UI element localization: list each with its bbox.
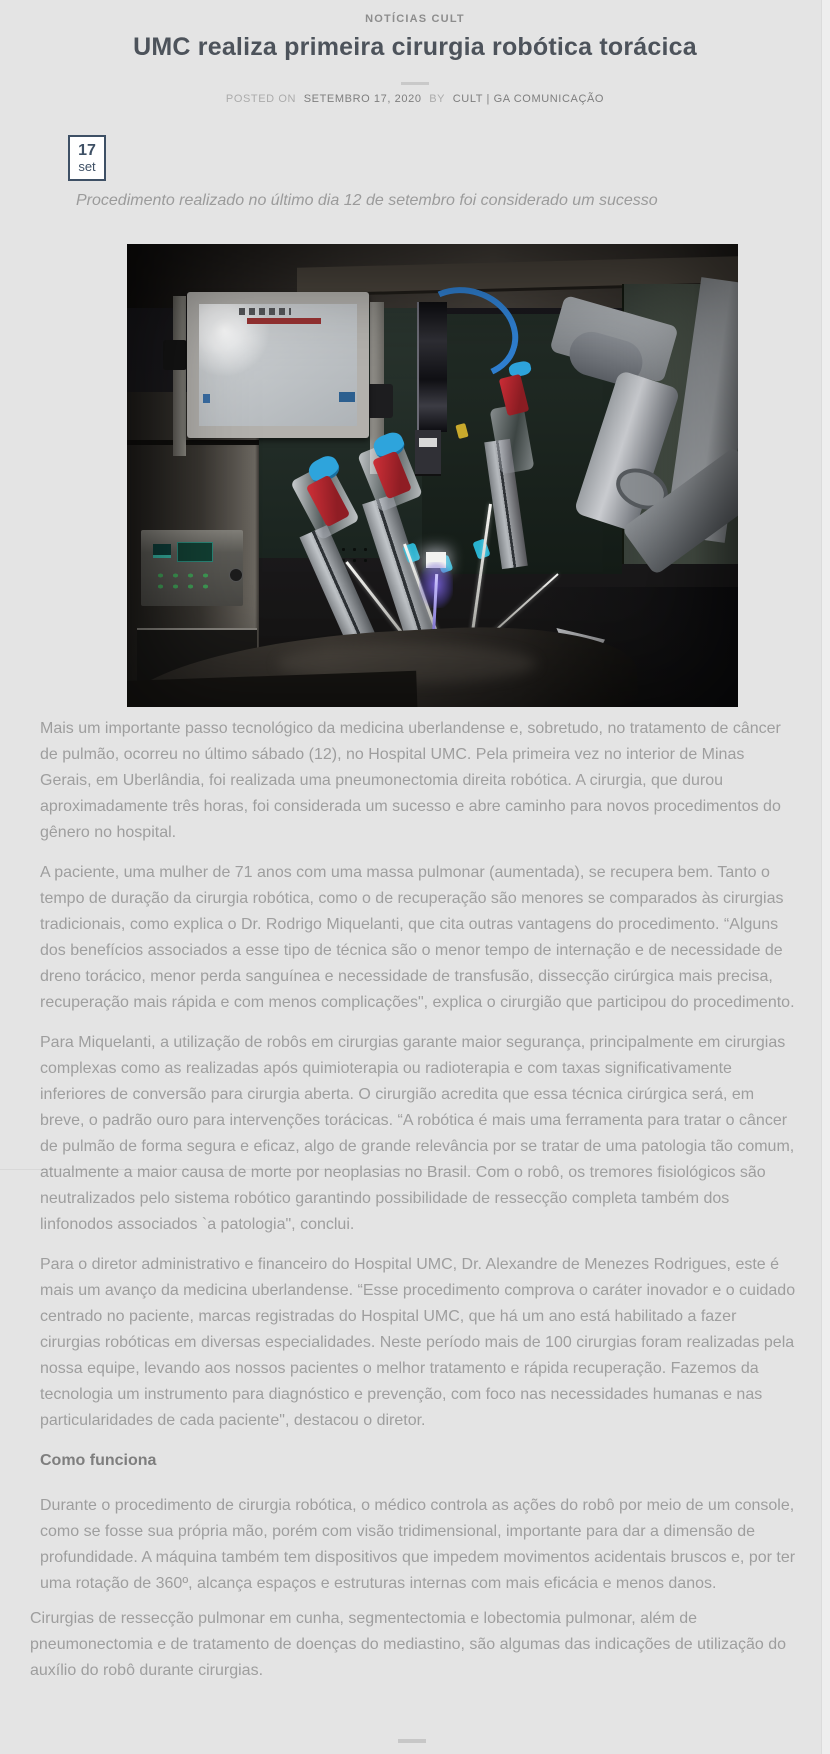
photo-mount-clamp <box>163 340 187 370</box>
photo-cart-shelf <box>127 440 259 445</box>
article-paragraph: Mais um importante passo tecnológico da medicina uberlandense e, sobretudo, no tratamento de câncer de pulmão, ocorreu no último sábado (12), no Hospital UMC. Pela primeira vez no interior de Minas Gerais, em Uberlândia, foi realizada uma pneumonectomia direita robótica. A cirurgia, que durou aproximadamente três horas, foi considerada um sucesso e abre caminho para novos procedimentos do gênero no hospital. <box>40 720 781 841</box>
posted-on-label: POSTED ON <box>225 93 297 105</box>
post-author-link[interactable]: CULT | GA COMUNICAÇÃO <box>452 93 605 105</box>
photo-screen-tag <box>339 392 355 402</box>
article-paragraph: Durante o procedimento de cirurgia robótica, o médico controla as ações do robô por meio de um console, como se fosse sua própria mão, porém com visão tridimensional, importante para dar a dimensão de profundidade. A máquina também tem dispositivos que impedem movimentos acidentais bruscos e, por ter uma rotação de 360º, alcança espaços e estruturas internas com mais eficácia e menos danos. <box>40 1497 796 1592</box>
photo-instrument-label <box>419 438 437 447</box>
post-date-link[interactable]: SETEMBRO 17, 2020 <box>303 93 422 105</box>
photo-corner-shadow <box>518 587 738 707</box>
by-label: BY <box>429 93 446 105</box>
photo-control-buttons <box>153 570 215 594</box>
photo-camera-column <box>415 430 441 476</box>
photo-screen-tag <box>203 394 210 403</box>
date-badge-day: 17 <box>78 142 96 159</box>
photo-control-knob <box>229 568 243 582</box>
article-lede: Procedimento realizado no último dia 12 de setembro foi considerado um sucesso <box>76 192 658 209</box>
article-photo <box>127 244 738 707</box>
photo-screen-red-bar <box>247 318 321 324</box>
footer-divider <box>398 1739 426 1743</box>
date-badge-month: set <box>78 159 96 174</box>
photo-mount-clamp <box>367 384 393 418</box>
date-badge <box>68 135 106 181</box>
article-paragraph: Para o diretor administrativo e financeiro do Hospital UMC, Dr. Alexandre de Menezes Rodrigues, este é mais um avanço da medicina uberlandense. “Esse procedimento comprova o caráter inovador e o cuidado centrado no paciente, marcas registradas do Hospital UMC, que há um ano está habilitado a fazer cirurgias robóticas em diversas especialidades. Neste período mais de 100 cirurgias foram realizadas pela nossa equipe, levando aos nossos pacientes o melhor tratamento e rápida recuperação. Fazemos da tecnologia um instrumento para diagnóstico e prevenção, com foco nas necessidades humanas e nas particularidades de cada paciente", destacou o diretor. <box>40 1256 796 1429</box>
title-divider <box>401 82 429 85</box>
page-title: UMC realiza primeira cirurgia robótica torácica <box>133 33 697 61</box>
article-body <box>0 716 830 1684</box>
article-paragraph: Para Miquelanti, a utilização de robôs em cirurgias garante maior segurança, principalmente em cirurgias complexas como as realizadas após quimioterapia ou radioterapia e com taxas significativamente inferiores de conversão para cirurgia aberta. O cirurgião acredita que essa técnica cirúrgica será, em breve, o padrão ouro para intervenções torácicas. “A robótica é mais uma ferramenta para tratar o câncer de pulmão de forma segura e eficaz, algo de grande relevância por se tratar de uma patologia tão comum, atualmente a maior causa de morte por neoplasias no Brasil. Com o robô, os tremores fisiológicos são neutralizados pelo sistema robótico garantindo possibilidade de ressecção completa também dos linfonodos associados `a patologia", conclui. <box>40 1034 795 1233</box>
photo-monitor-mount <box>173 296 186 456</box>
photo-control-display <box>153 544 171 558</box>
post-meta <box>0 93 830 105</box>
article-paragraph: A paciente, uma mulher de 71 anos com uma massa pulmonar (aumentada), se recupera bem. Tanto o tempo de duração da cirurgia robótica, como o de recuperação são menores se comparados às cirurgias tradicionais, como explica o Dr. Rodrigo Miquelanti, que cita outras vantagens do procedimento. “Alguns dos benefícios associados a esse tipo de técnica são o menor tempo de internação e de necessidade de dreno torácico, menor perda sanguínea e necessidade de transfusão, dissecção cirúrgica mais precisa, recuperação mais rápida e com menos complicações", explica o cirurgião que participou do procedimento. <box>40 864 795 1011</box>
scrollbar-track[interactable] <box>821 0 830 1754</box>
photo-control-display <box>177 542 213 562</box>
photo-screen-toolbar <box>239 308 291 315</box>
article-paragraph: Cirurgias de ressecção pulmonar em cunha, segmentectomia e lobectomia pulmonar, além de pneumonectomia e de tratamento de doenças do mediastino, são algumas das indicações de utilização do auxílio do robô durante cirurgias. <box>30 1610 787 1679</box>
screenshot-stitch-line <box>0 1169 505 1170</box>
article-subheading: Como funciona <box>40 1452 157 1469</box>
category-link[interactable]: NOTÍCIAS CULT <box>365 13 465 25</box>
